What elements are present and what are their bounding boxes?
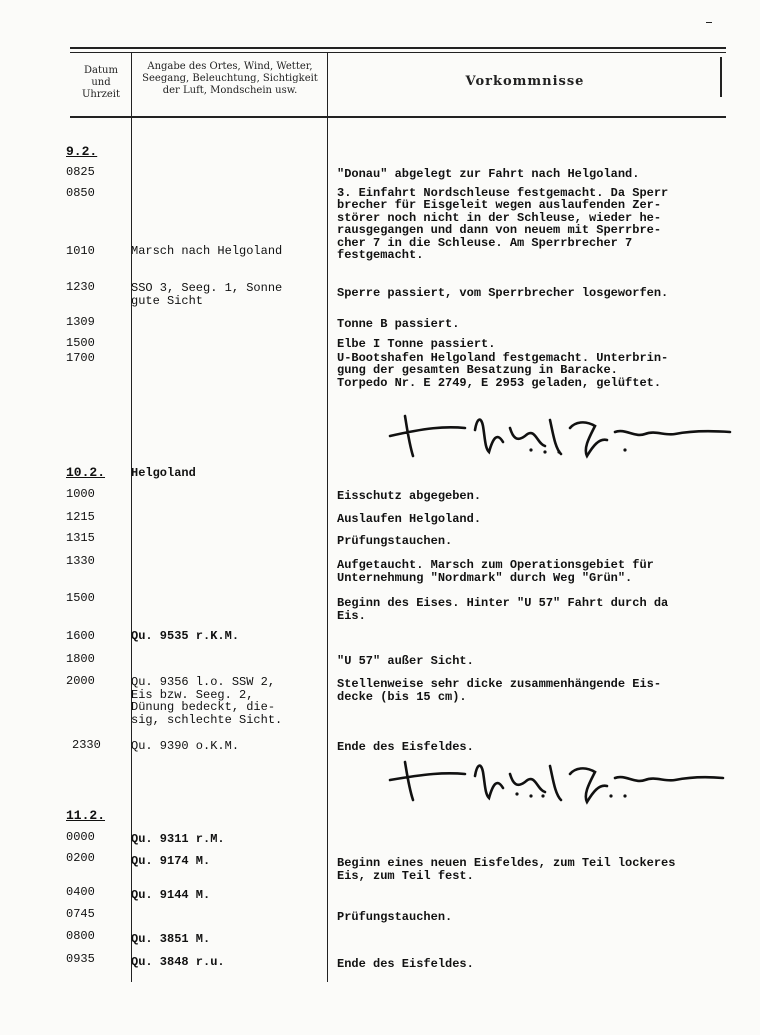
header-bottom-rule — [70, 116, 726, 118]
event-cell: Stellenweise sehr dicke zusammenhängende Eis- decke (bis 15 cm). — [337, 677, 662, 704]
event-cell: "Donau" abgelegt zur Fahrt nach Helgoland. — [337, 167, 640, 181]
time-cell: 1230 — [66, 280, 95, 294]
event-cell: Eisschutz abgegeben. — [337, 489, 482, 503]
event-cell: Aufgetaucht. Marsch zum Operationsgebiet für Unternehmung "Nordmark" durch Weg "Grün". — [337, 558, 654, 585]
right-edge-mark — [720, 57, 722, 97]
place-cell: Marsch nach Helgoland — [131, 244, 283, 258]
time-cell: 0825 — [66, 165, 95, 179]
time-cell: 1309 — [66, 315, 95, 329]
place-cell: Qu. 9535 r.K.M. — [131, 629, 240, 643]
time-cell: 1700 — [66, 351, 95, 365]
time-cell: 0800 — [66, 929, 95, 943]
time-cell: 0935 — [66, 952, 95, 966]
header-vorkommnisse: Vorkommnisse — [465, 74, 585, 89]
time-cell: 1800 — [66, 652, 95, 666]
time-cell: 2000 — [66, 674, 95, 688]
commander-signature-2 — [385, 756, 735, 808]
event-cell: Tonne B passiert. — [337, 317, 460, 331]
header-ort-wetter: Angabe des Ortes, Wind, Wetter, Seegang, Beleuchtung, Sichtigkeit der Luft, Mondschein usw. — [142, 61, 318, 96]
place-cell: Qu. 9356 l.o. SSW 2, Eis bzw. Seeg. 2, Dünung bedeckt, die- sig, schlechte Sicht. — [131, 675, 283, 727]
place-cell: Qu. 3851 M. — [131, 932, 211, 946]
time-cell: 0745 — [66, 907, 95, 921]
event-cell: Auslaufen Helgoland. — [337, 512, 482, 526]
time-cell: 0850 — [66, 186, 95, 200]
time-cell: 1215 — [66, 510, 95, 524]
place-cell: Qu. 9174 M. — [131, 854, 211, 868]
place-cell: Helgoland — [131, 466, 196, 480]
place-cell: Qu. 3848 r.u. — [131, 955, 225, 969]
commander-signature-1 — [385, 408, 735, 463]
column-divider-2 — [327, 52, 328, 982]
time-cell: 1330 — [66, 554, 95, 568]
event-cell: Sperre passiert, vom Sperrbrecher losgeworfen. — [337, 286, 669, 300]
place-cell: SSO 3, Seeg. 1, Sonne gute Sicht — [131, 281, 283, 308]
event-cell: U-Bootshafen Helgoland festgemacht. Unterbrin- gung der gesamten Besatzung in Baracke. Torpedo Nr. E 2749, E 2953 geladen, gelüftet. — [337, 351, 669, 390]
event-cell: Elbe I Tonne passiert. — [337, 337, 496, 351]
event-cell: Ende des Eisfeldes. — [337, 957, 474, 971]
time-cell: 1500 — [66, 336, 95, 350]
time-cell: 0200 — [66, 851, 95, 865]
header-datum-uhrzeit: Datum und Uhrzeit — [81, 65, 121, 100]
time-cell: 1010 — [66, 244, 95, 258]
place-cell: Qu. 9144 M. — [131, 888, 211, 902]
date-label: 9.2. — [66, 144, 98, 159]
event-cell: Beginn eines neuen Eisfeldes, zum Teil lockeres Eis, zum Teil fest. — [337, 856, 676, 883]
date-label: 10.2. — [66, 465, 106, 480]
time-cell: 1315 — [66, 531, 95, 545]
time-cell: 0000 — [66, 830, 95, 844]
top-double-rule-2 — [70, 52, 726, 53]
corner-dash — [706, 22, 712, 23]
time-cell: 1000 — [66, 487, 95, 501]
top-double-rule-1 — [70, 47, 726, 49]
event-cell: "U 57" außer Sicht. — [337, 654, 474, 668]
event-cell: Prüfungstauchen. — [337, 534, 453, 548]
event-cell: 3. Einfahrt Nordschleuse festgemacht. Da Sperr brecher für Eisgeleit wegen auslaufenden Zer- störer noch nicht in der Schleuse, wieder he- rausgegangen und dann von neuem mit Sperrbre- cher 7 in die Schleuse. Am Sperrbrecher 7 festgemacht. — [337, 186, 669, 263]
event-cell: Beginn des Eises. Hinter "U 57" Fahrt durch da Eis. — [337, 596, 669, 623]
time-cell: 1600 — [66, 629, 95, 643]
time-cell: 2330 — [72, 738, 101, 752]
date-label: 11.2. — [66, 808, 106, 823]
time-cell: 1500 — [66, 591, 95, 605]
event-cell: Ende des Eisfeldes. — [337, 740, 474, 754]
place-cell: Qu. 9311 r.M. — [131, 832, 225, 846]
event-cell: Prüfungstauchen. — [337, 910, 453, 924]
time-cell: 0400 — [66, 885, 95, 899]
place-cell: Qu. 9390 o.K.M. — [131, 739, 240, 753]
